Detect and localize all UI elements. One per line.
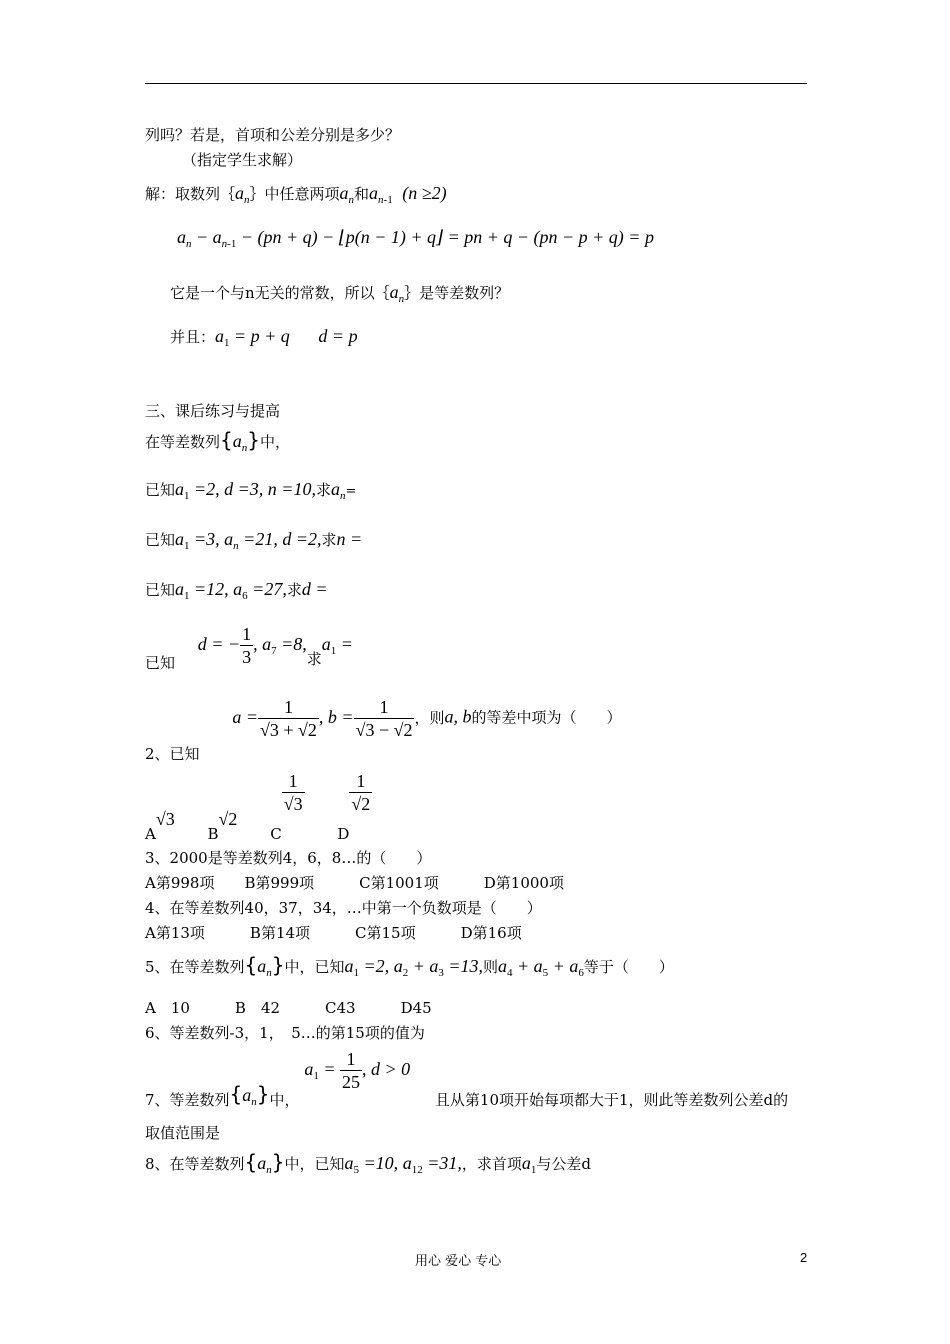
page-number: 2 <box>800 1250 808 1265</box>
q7-text: 7、等差数列$\{a_n\}$中， $a_1$ = $\frac{1}{25}$ , d > 0 且从第10项开始每项都大于1，则此等差数列公差d的 <box>145 1049 789 1109</box>
solution-line: 解：取数列$\{a_n\}$中任意两项$a_n$和$a_{n-1}$ (n ≥2) <box>145 183 447 206</box>
constant-line: 它是一个与n无关的常数，所以$\{a_n\}$是等差数列？ <box>170 282 510 305</box>
q3-options: A第998项 B第999项 C第1001项 D第1000项 <box>145 874 564 892</box>
q8-text: 8、在等差数列$\{a_n\}$中，已知$a_5 =10$, $a_{12} =31$,，求首项$a_1$与公差d <box>145 1150 591 1176</box>
q5-options: A 10 B 42 C43 D45 <box>145 999 432 1017</box>
text-line-2: （指定学生求解） <box>182 151 303 169</box>
q6-text: 6、等差数列-3，1， 5…的第15项的值为 <box>145 1024 425 1042</box>
q1-intro: 在等差数列$\{a_n\}$中， <box>145 428 290 454</box>
text-line-1: 列吗？若是，首项和公差分别是多少？ <box>145 126 401 144</box>
q1-part-d: 已知 d = − $\frac{1}{3}$ , $a_7 =8$,求$a_1$ = <box>145 624 353 672</box>
q4-text: 4、在等差数列40，37，34，…中第一个负数项是（ ） <box>145 899 542 917</box>
q1-part-a: 已知$a_1 =2$, d =3, n =10,求$a_n=$ <box>145 479 357 502</box>
header-rule <box>145 83 807 84</box>
q1-part-c: 已知$a_1 =12$, $a_6 =27$,求d = <box>145 579 328 602</box>
q7-line-2: 取值范围是 <box>145 1124 221 1142</box>
footer-text: 用心 爱心 专心 <box>415 1254 502 1269</box>
section-3-heading: 三、课后练习与提高 <box>145 402 281 420</box>
a-n-symbol: $a_n$ <box>235 183 250 206</box>
q2-options: A√3 B√2 C $\frac{1}{√3}$ D $\frac{1}{√2}$ <box>145 771 371 843</box>
q3-text: 3、2000是等差数列4，6，8…的（ ） <box>145 849 432 867</box>
q5-text: 5、在等差数列$\{a_n\}$中，已知$a_1 =2$, $a_2 + a_3 =13$,则$a_4 + a_5 + a_6$等于（ ） <box>145 953 674 979</box>
also-line: 并且：$a_1 = p + q$ d = p <box>170 326 358 349</box>
derivation-formula: $a_n - a_{n-1} - (pn + q)$ − ⌊p(n − 1) + q⌋ = pn + q − (pn − p + q) = p <box>177 227 654 250</box>
q2-line: 2、已知 a = $\frac{1}{√3 + √2}$ , b = $\frac{1}{√3 - √2}$ ，则a, b的等差中项为（ ） <box>145 697 622 763</box>
q4-options: A第13项 B第14项 C第15项 D第16项 <box>145 924 522 942</box>
q1-part-b: 已知$a_1 =3$, $a_n =21$, d =2,求n = <box>145 529 363 552</box>
